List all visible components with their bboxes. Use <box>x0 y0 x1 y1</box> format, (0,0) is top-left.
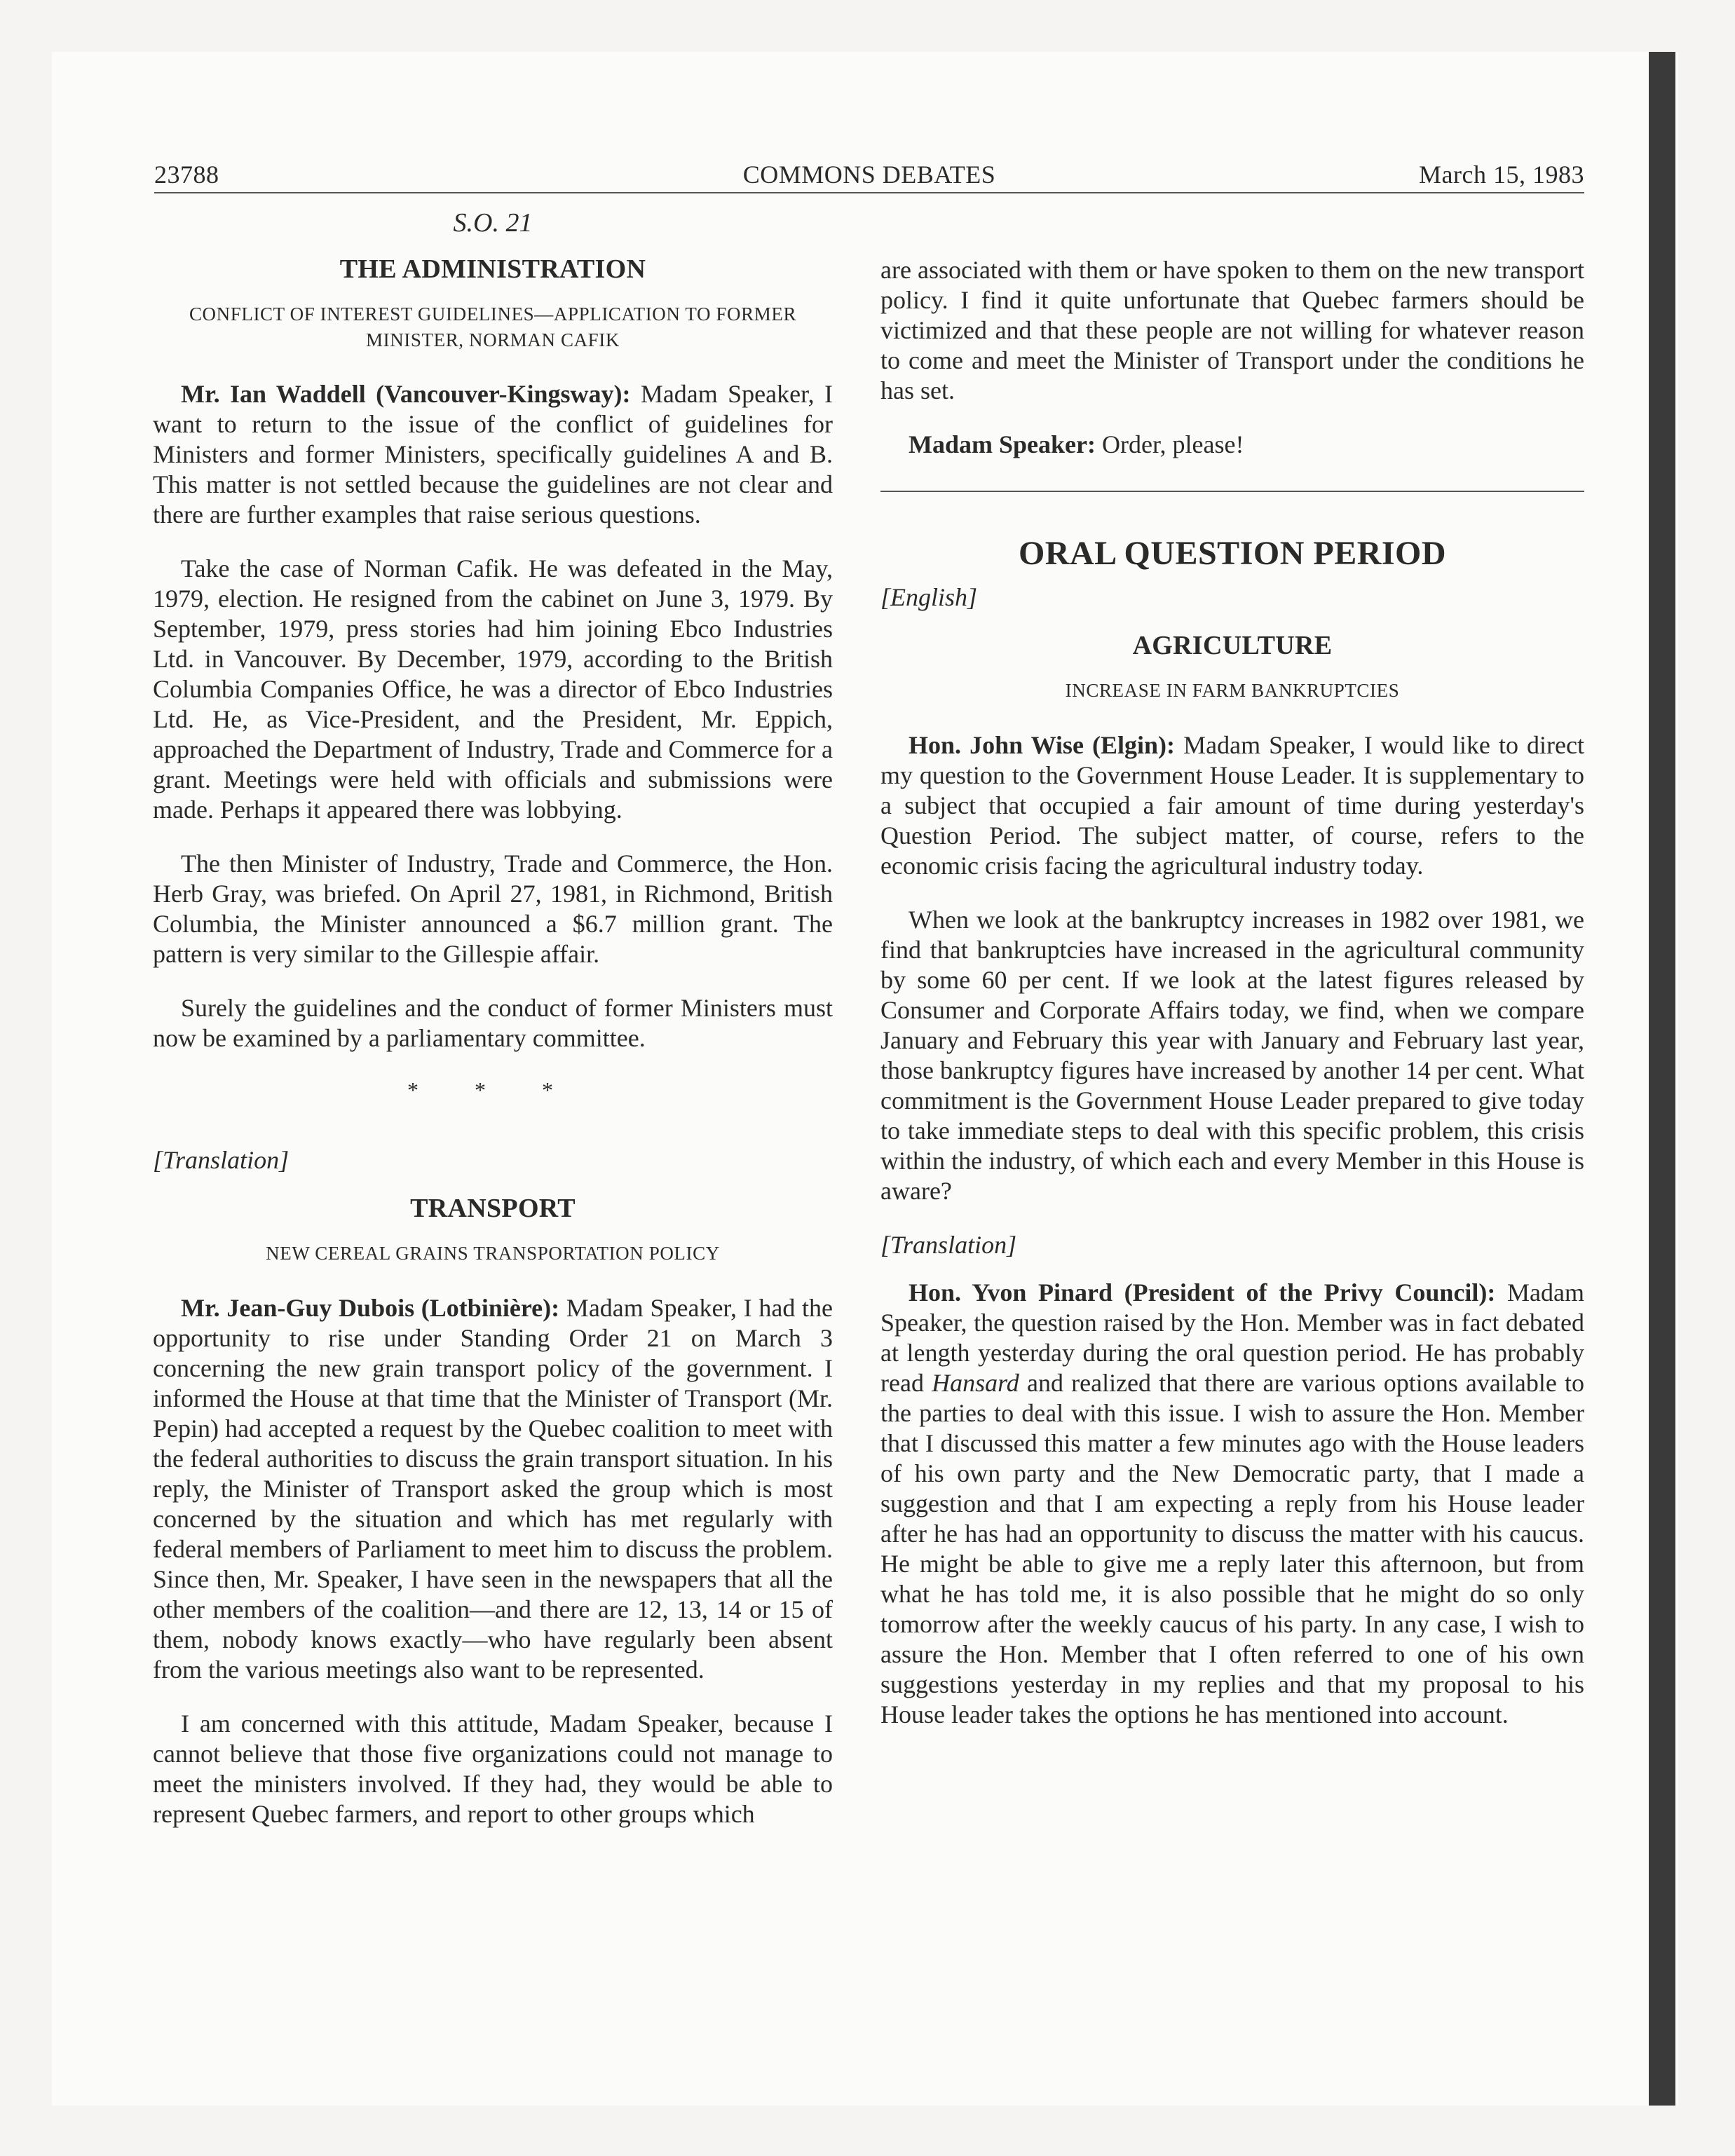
translation-label: [Translation] <box>880 1230 1017 1259</box>
paragraph-gray: The then Minister of Industry, Trade and Commerce, the Hon. Herb Gray, was briefed. On April 27, 1981, in Richmond, British Columbia, the Minister announced a $6.7 million grant. The pattern is very similar to the Gillespie affair. <box>153 850 833 969</box>
speaker-name: Madam Speaker: <box>909 430 1096 458</box>
speaker-name: Hon. Yvon Pinard (President of the Privy Council): <box>909 1278 1496 1306</box>
speech-text: Madam Speaker, I want to return to the issue of the conflict of guidelines for Ministers and former Ministers, specifically guidelines A and B. This matter is not settled because the guidelines are not clear and there are further examples that raise serious questions. <box>153 380 833 529</box>
section-separator-stars: * * * <box>407 1077 578 1103</box>
paragraph-pinard <box>880 1278 1584 1730</box>
paragraph-dubois <box>153 1293 833 1685</box>
translation-label: [Translation] <box>153 1146 290 1175</box>
speech-text: Madam Speaker, the question raised by the Hon. Member was in fact debated at length yesterday during the oral question period. He has probably read <box>880 1278 1585 1397</box>
publication-title: COMMONS DEBATES <box>742 161 996 189</box>
page-header <box>154 160 1584 193</box>
section-title-agriculture: AGRICULTURE <box>1132 631 1333 660</box>
oral-question-period-title: ORAL QUESTION PERIOD <box>1018 535 1447 572</box>
subheading-grain-transport: NEW CEREAL GRAINS TRANSPORTATION POLICY <box>266 1243 720 1264</box>
paragraph-waddell <box>153 379 833 530</box>
speaker-name: Hon. John Wise (Elgin): <box>909 730 1176 759</box>
speech-text: Madam Speaker, I would like to direct my question to the Government House Leader. It is supplementary to a subject that occupied a fair amount of time during yesterday's Question Period. The subject matter, of course, refers to the economic crisis facing the agricultural industry today. <box>880 730 1584 880</box>
paragraph-guidelines: Surely the guidelines and the conduct of former Ministers must now be examined by a parliamentary committee. <box>153 994 833 1053</box>
paragraph-wise <box>880 730 1584 881</box>
speech-text: Order, please! <box>1095 430 1244 458</box>
right-column <box>880 255 1584 1754</box>
paragraph-speaker-order <box>880 430 1584 460</box>
left-column <box>153 207 833 1853</box>
speaker-name: Mr. Jean-Guy Dubois (Lotbinière): <box>181 1294 560 1323</box>
standing-order-label: S.O. 21 <box>453 208 533 238</box>
speech-text: and realized that there are various options available to the parties to deal with this issue. I wish to assure the Hon. Member that I discussed this matter a few minutes ago with the House leaders of his own party and the New Democratic party, that I made a suggestion and that I am expecting a reply from his House leader after he has had an opportunity to discuss the matter with his caucus. He might be able to give me a reply later this afternoon, but from what he has told me, it is also possible that he might do so only tomorrow after the weekly caucus of his party. In any case, I wish to assure the Hon. Member that I often referred to one of his own suggestions yesterday in my replies and that my proposal to his House leader takes the options he has mentioned into account. <box>880 1368 1584 1728</box>
hansard-reference: Hansard <box>932 1368 1019 1397</box>
paragraph-continued: are associated with them or have spoken to them on the new transport policy. I find it quite unfortunate that Quebec farmers should be victimized and that these people are not willing for whatever reason to come and meet the Minister of Transport under the conditions he has set. <box>880 256 1584 404</box>
speech-text: Madam Speaker, I had the opportunity to rise under Standing Order 21 on March 3 concerning the new grain transport policy of the government. I informed the House at that time that the Minister of Transport (Mr. Pepin) had accepted a request by the Quebec coalition to meet with the federal authorities to discuss the grain transport situation. In his reply, the Minister of Transport asked the group which is most concerned by the situation and which has met regularly with federal members of Parliament to meet him to discuss the problem. Since then, Mr. Speaker, I have seen in the newspapers that all the other members of the coalition—and there are 12, 13, 14 or 15 of them, nobody knows exactly—who have regularly been absent from the various meetings also want to be represented. <box>153 1294 834 1684</box>
paragraph-bankruptcy-figures: When we look at the bankruptcy increases in 1982 over 1981, we find that bankruptcies have increased in the agricultural community by some 60 per cent. If we look at the latest figures released by Consumer and Corporate Affairs today, we find, when we compare January and February this year with January and February last year, those bankruptcy figures have increased by another 14 per cent. What commitment is the Government House Leader prepared to give today to take immediate steps to deal with this specific problem, this crisis within the industry, of which each and every Member in this House is aware? <box>880 905 1584 1205</box>
english-label: [English] <box>880 583 978 611</box>
page-number: 23788 <box>154 161 219 189</box>
section-title-transport: TRANSPORT <box>410 1194 576 1224</box>
section-divider-rule <box>880 491 1584 492</box>
paragraph-dubois-continued: I am concerned with this attitude, Madam Speaker, because I cannot believe that those five organizations could not manage to meet the ministers involved. If they had, they would be able to represent Quebec farmers, and report to other groups which <box>153 1710 833 1829</box>
page-date: March 15, 1983 <box>1419 161 1584 189</box>
subheading-farm-bankruptcies: INCREASE IN FARM BANKRUPTCIES <box>1065 680 1400 701</box>
speaker-name: Mr. Ian Waddell (Vancouver-Kingsway): <box>181 380 631 409</box>
subheading-conflict-of-interest: CONFLICT OF INTEREST GUIDELINES—APPLICATION TO FORMER MINISTER, NORMAN CAFIK <box>189 303 797 350</box>
paragraph-cafik: Take the case of Norman Cafik. He was defeated in the May, 1979, election. He resigned from the cabinet on June 3, 1979. By September, 1979, press stories had him joining Ebco Industries Ltd. in Vancouver. By December, 1979, according to the British Columbia Companies Office, he was a director of Ebco Industries Ltd. He, as Vice-President, and the President, Mr. Eppich, approached the Department of Industry, Trade and Commerce for a grant. Meetings were held with officials and submissions were made. Perhaps it appeared there was lobbying. <box>153 554 833 824</box>
scan-edge-bar <box>1649 52 1675 2106</box>
section-title-administration: THE ADMINISTRATION <box>339 254 646 284</box>
